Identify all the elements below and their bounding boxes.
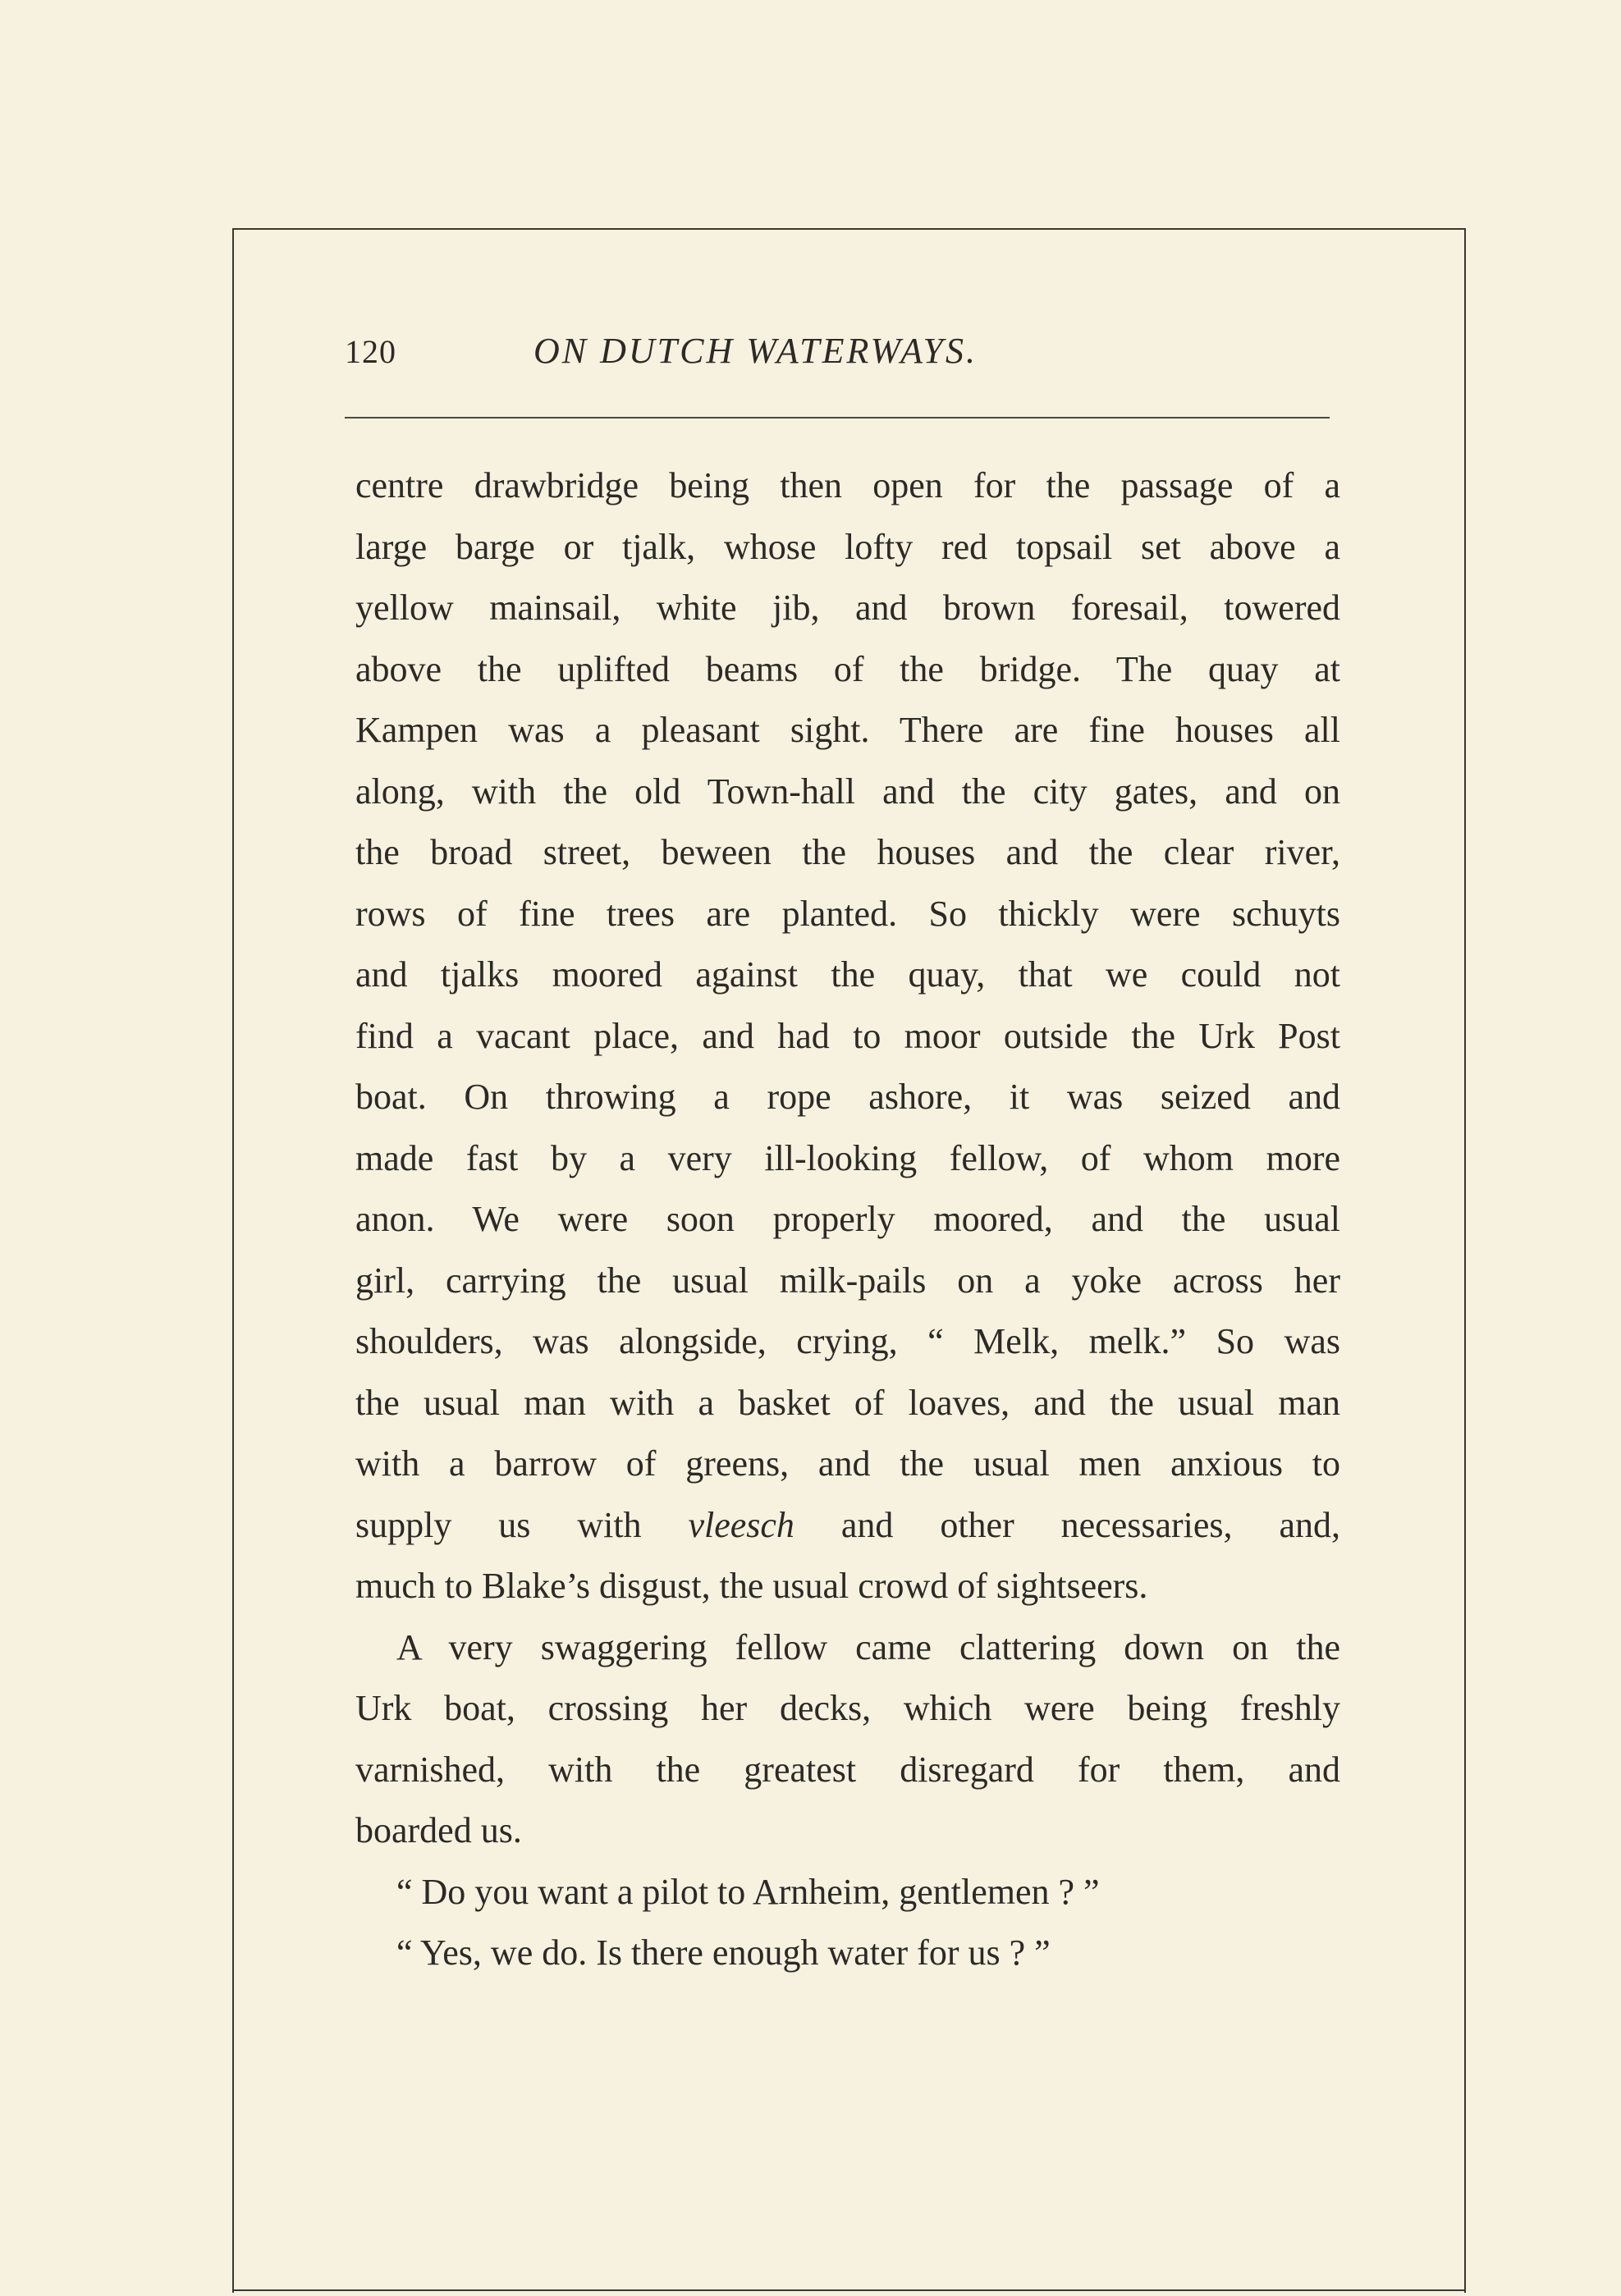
frame-right-rule	[1464, 228, 1466, 2293]
text-line: yellow mainsail, white jib, and brown foresail, towered	[355, 588, 1340, 628]
text-line: much to Blake’s disgust, the usual crowd of sightseers.	[355, 1566, 1148, 1606]
text-line: boat. On throwing a rope ashore, it was seized and	[355, 1077, 1340, 1117]
text-line: find a vacant place, and had to moor outside the Urk Post	[355, 1015, 1340, 1056]
running-title: ON DUTCH WATERWAYS.	[533, 331, 978, 371]
text-line: centre drawbridge being then open for the passage of a	[355, 465, 1340, 505]
text-line: along, with the old Town-hall and the city gates, and on	[355, 771, 1340, 812]
page-number: 120	[345, 333, 396, 370]
line-text-after: and other necessaries, and,	[794, 1504, 1340, 1545]
text-line: and tjalks moored against the quay, that we could not	[355, 954, 1340, 995]
text-line: large barge or tjalk, whose lofty red topsail set above a	[355, 526, 1340, 567]
frame-bottom-rule	[232, 2289, 1466, 2291]
body-text	[355, 455, 1340, 1984]
italic-word: vleesch	[688, 1504, 794, 1545]
text-line: Urk boat, crossing her decks, which were being freshly	[355, 1688, 1340, 1728]
text-line: the usual man with a basket of loaves, and the usual man	[355, 1382, 1340, 1423]
text-line: shoulders, was alongside, crying, “ Melk, melk.” So was	[355, 1321, 1340, 1361]
text-line: the broad street, beween the houses and the clear river,	[355, 832, 1340, 872]
text-line-with-italic	[355, 1495, 1340, 1557]
text-line: boarded us.	[355, 1810, 522, 1850]
text-line: varnished, with the greatest disregard for them, and	[355, 1749, 1340, 1790]
frame-left-rule	[232, 228, 234, 2293]
dialogue-line: “ Yes, we do. Is there enough water for us ? ”	[396, 1932, 1051, 1973]
text-line: made fast by a very ill-looking fellow, of whom more	[355, 1137, 1340, 1178]
text-line: with a barrow of greens, and the usual men anxious to	[355, 1443, 1340, 1484]
text-line: girl, carrying the usual milk-pails on a yoke across her	[355, 1260, 1340, 1301]
paragraph-first-line: A very swaggering fellow came clattering down on the	[396, 1626, 1340, 1667]
text-line: above the uplifted beams of the bridge. The quay at	[355, 648, 1340, 689]
line-text-before: supply us with	[355, 1504, 689, 1545]
frame-top-rule	[232, 228, 1465, 230]
text-line: anon. We were soon properly moored, and the usual	[355, 1199, 1340, 1239]
dialogue-line: “ Do you want a pilot to Arnheim, gentlemen ? ”	[396, 1871, 1100, 1912]
text-line: Kampen was a pleasant sight. There are fine houses all	[355, 710, 1340, 750]
header-rule	[345, 417, 1330, 418]
text-line: rows of fine trees are planted. So thickly were schuyts	[355, 893, 1340, 934]
